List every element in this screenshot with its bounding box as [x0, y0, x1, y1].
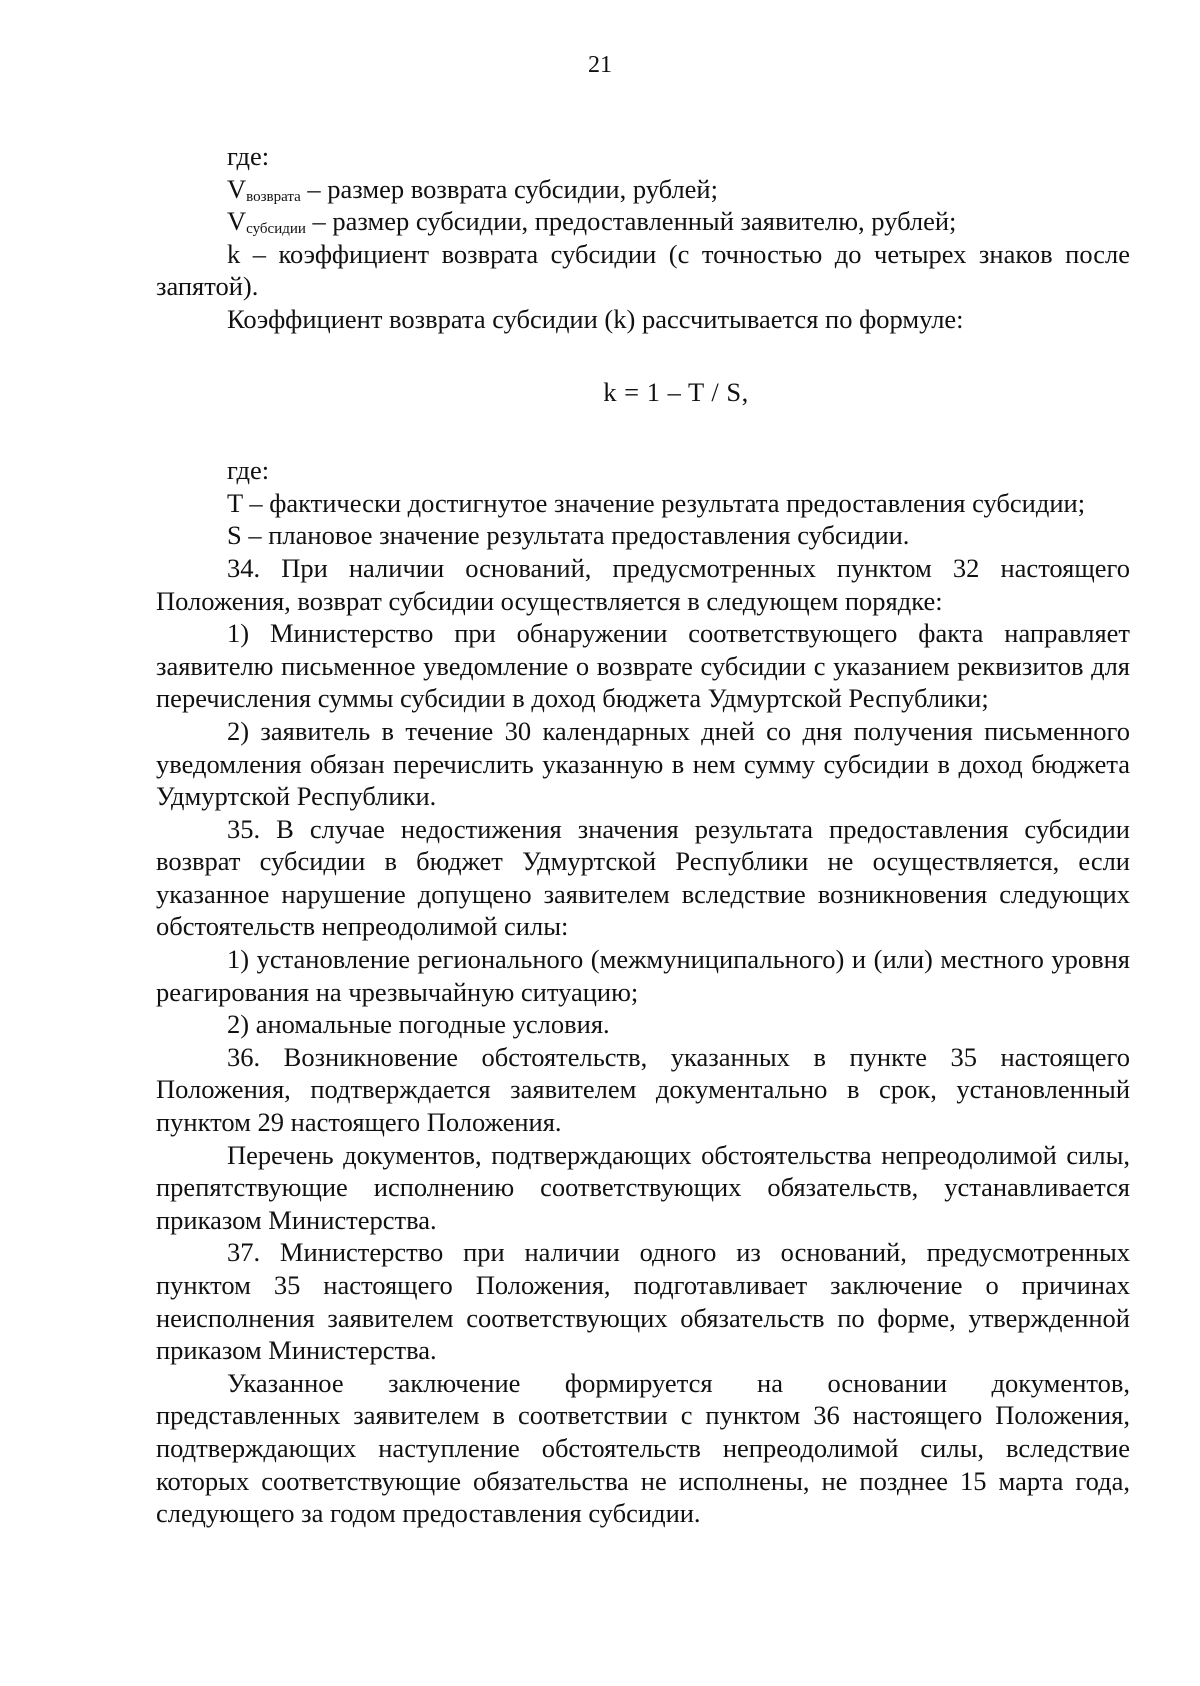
- v-return-definition: [156, 173, 1130, 206]
- where-label-1: где:: [227, 141, 270, 171]
- paragraph-34-item-1: 1) Министерство при обнаружении соответствующего факта направляет заявителю письменное уведомление о возврате субсидии с указанием реквизитов для перечисления суммы субсидии в доход бюджета Удмуртской Республики;: [156, 618, 1130, 714]
- paragraph-36: 36. Возникновение обстоятельств, указанных в пункте 35 настоящего Положения, подтверждается заявителем документально в срок, установленный пунктом 29 настоящего Положения.: [156, 1041, 1130, 1138]
- k-definition: k – коэффициент возврата субсидии (с точностью до четырех знаков после запятой).: [156, 238, 1130, 302]
- paragraph-37: 37. Министерство при наличии одного из оснований, предусмотренных пунктом 35 настоящего Положения, подготавливает заключение о причинах неисполнения заявителем соответствующих обязательств по форме, утвержденной приказом Министерства.: [156, 1237, 1130, 1366]
- paragraph-36-documents: Перечень документов, подтверждающих обстоятельства непреодолимой силы, препятствующие исполнению соответствующих обязательств, устанавливается приказом Министерства.: [156, 1139, 1130, 1235]
- paragraph-34: 34. При наличии оснований, предусмотренных пунктом 32 настоящего Положения, возврат субсидии осуществляется в следующем порядке:: [156, 552, 1130, 616]
- v-return-subscript: возврата: [246, 188, 301, 205]
- paragraph-35-item-1: 1) установление регионального (межмуниципального) и (или) местного уровня реагирования на чрезвычайную ситуацию;: [156, 944, 1130, 1007]
- v-return-symbol: V: [227, 173, 247, 204]
- t-definition: T – фактически достигнутое значение результата предоставления субсидии;: [227, 487, 1086, 518]
- paragraph-35-item-2: 2) аномальные погодные условия.: [227, 1009, 610, 1040]
- v-subsidy-symbol: V: [227, 206, 247, 237]
- coefficient-intro: Коэффициент возврата субсидии (k) рассчитывается по формуле:: [227, 303, 964, 334]
- page-number: 21: [588, 52, 612, 78]
- formula: k = 1 – T / S,: [603, 376, 749, 407]
- document-body: [156, 140, 1130, 1530]
- v-subsidy-subscript: субсидии: [246, 221, 306, 238]
- where-label-2: где:: [227, 455, 270, 486]
- paragraph-34-item-2: 2) заявитель в течение 30 календарных дней со дня получения письменного уведомления обязан перечислить указанную в нем сумму субсидии в доход бюджета Удмуртской Республики.: [156, 715, 1130, 812]
- v-return-text: – размер возврата субсидии, рублей;: [300, 173, 718, 204]
- paragraph-37-conclusion: Указанное заключение формируется на основании документов, представленных заявителем в соответствии с пунктом 36 настоящего Положения, подтверждающих наступление обстоятельств непреодолимой силы, вследствие которых соответствующие обязательства не исполнены, не позднее 15 марта года, следующего за годом предоставления субсидии.: [156, 1367, 1130, 1529]
- paragraph-35: 35. В случае недостижения значения результата предоставления субсидии возврат субсидии в бюджет Удмуртской Республики не осуществляется, если указанное нарушение допущено заявителем вследствие возникновения следующих обстоятельств непреодолимой силы:: [156, 813, 1130, 942]
- s-definition: S – плановое значение результата предоставления субсидии.: [227, 520, 910, 551]
- v-subsidy-text: – размер субсидии, предоставленный заявителю, рублей;: [305, 206, 957, 237]
- v-subsidy-definition: [156, 205, 1130, 238]
